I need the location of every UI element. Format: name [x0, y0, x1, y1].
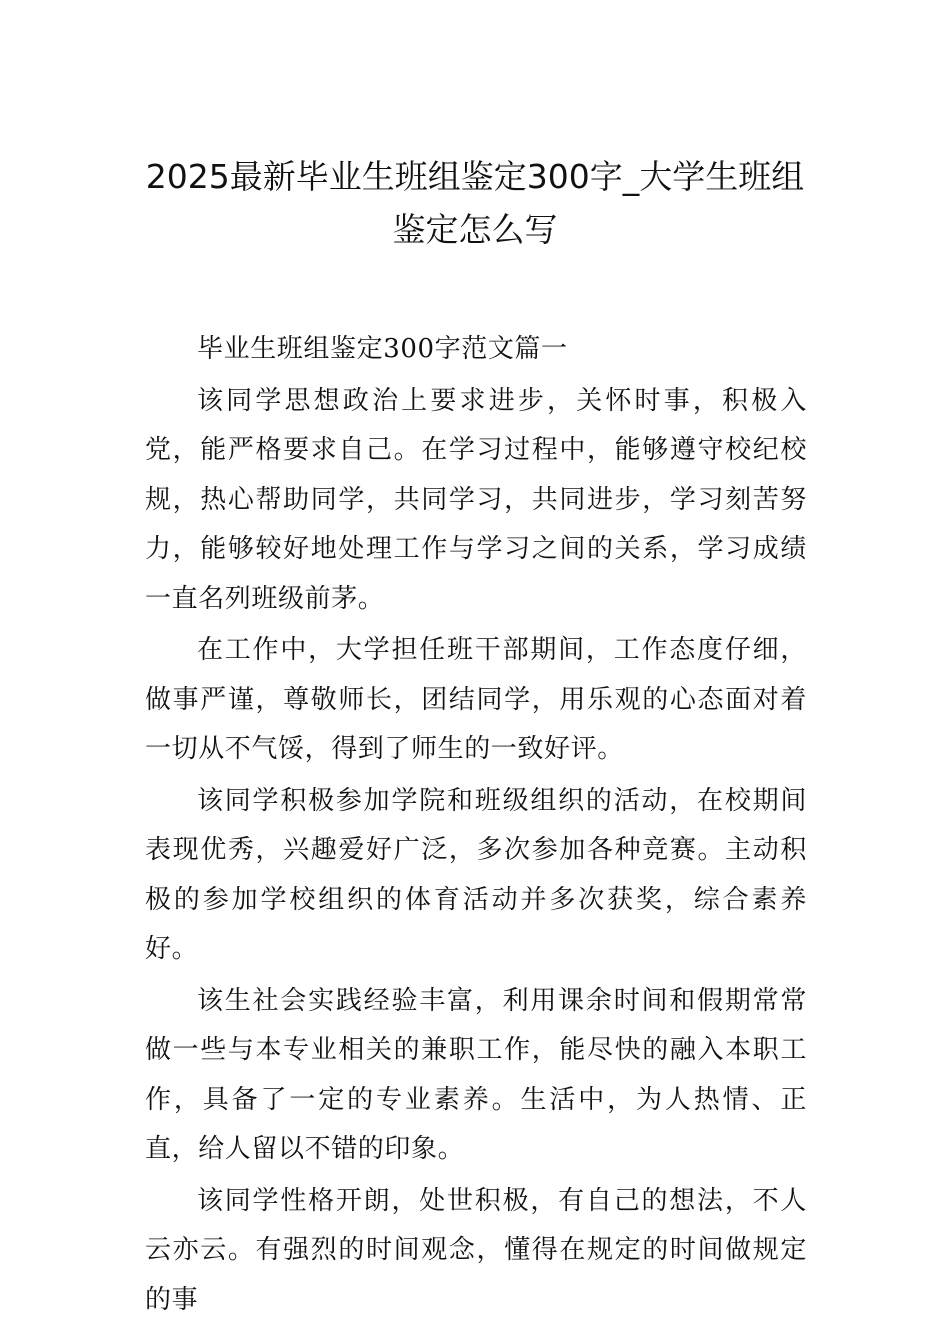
paragraph: 在工作中，大学担任班干部期间，工作态度仔细，做事严谨，尊敬师长，团结同学，用乐观的心态面对着一切从不气馁，得到了师生的一致好评。 [145, 635, 807, 764]
paragraph: 该同学思想政治上要求进步，关怀时事，积极入党，能严格要求自己。在学习过程中，能够遵守校纪校规，热心帮助同学，共同学习，共同进步，学习刻苦努力，能够较好地处理工作与学习之间的关系，学习成绩一直名列班级前茅。 [145, 385, 807, 614]
document-body [145, 325, 807, 1327]
document-title: 2025最新毕业生班组鉴定300字_大学生班组鉴定怎么写 [145, 157, 805, 249]
section-heading: 毕业生班组鉴定300字范文篇一 [197, 334, 568, 364]
paragraph: 该生社会实践经验丰富，利用课余时间和假期常常做一些与本专业相关的兼职工作，能尽快的融入本职工作，具备了一定的专业素养。生活中，为人热情、正直，给人留以不错的印象。 [145, 985, 807, 1164]
paragraph: 该同学性格开朗，处世积极，有自己的想法，不人云亦云。有强烈的时间观念，懂得在规定的时间做规定的事 [145, 1185, 807, 1315]
paragraph: 该同学积极参加学院和班级组织的活动，在校期间表现优秀，兴趣爱好广泛，多次参加各种竞赛。主动积极的参加学校组织的体育活动并多次获奖，综合素养好。 [145, 785, 807, 964]
